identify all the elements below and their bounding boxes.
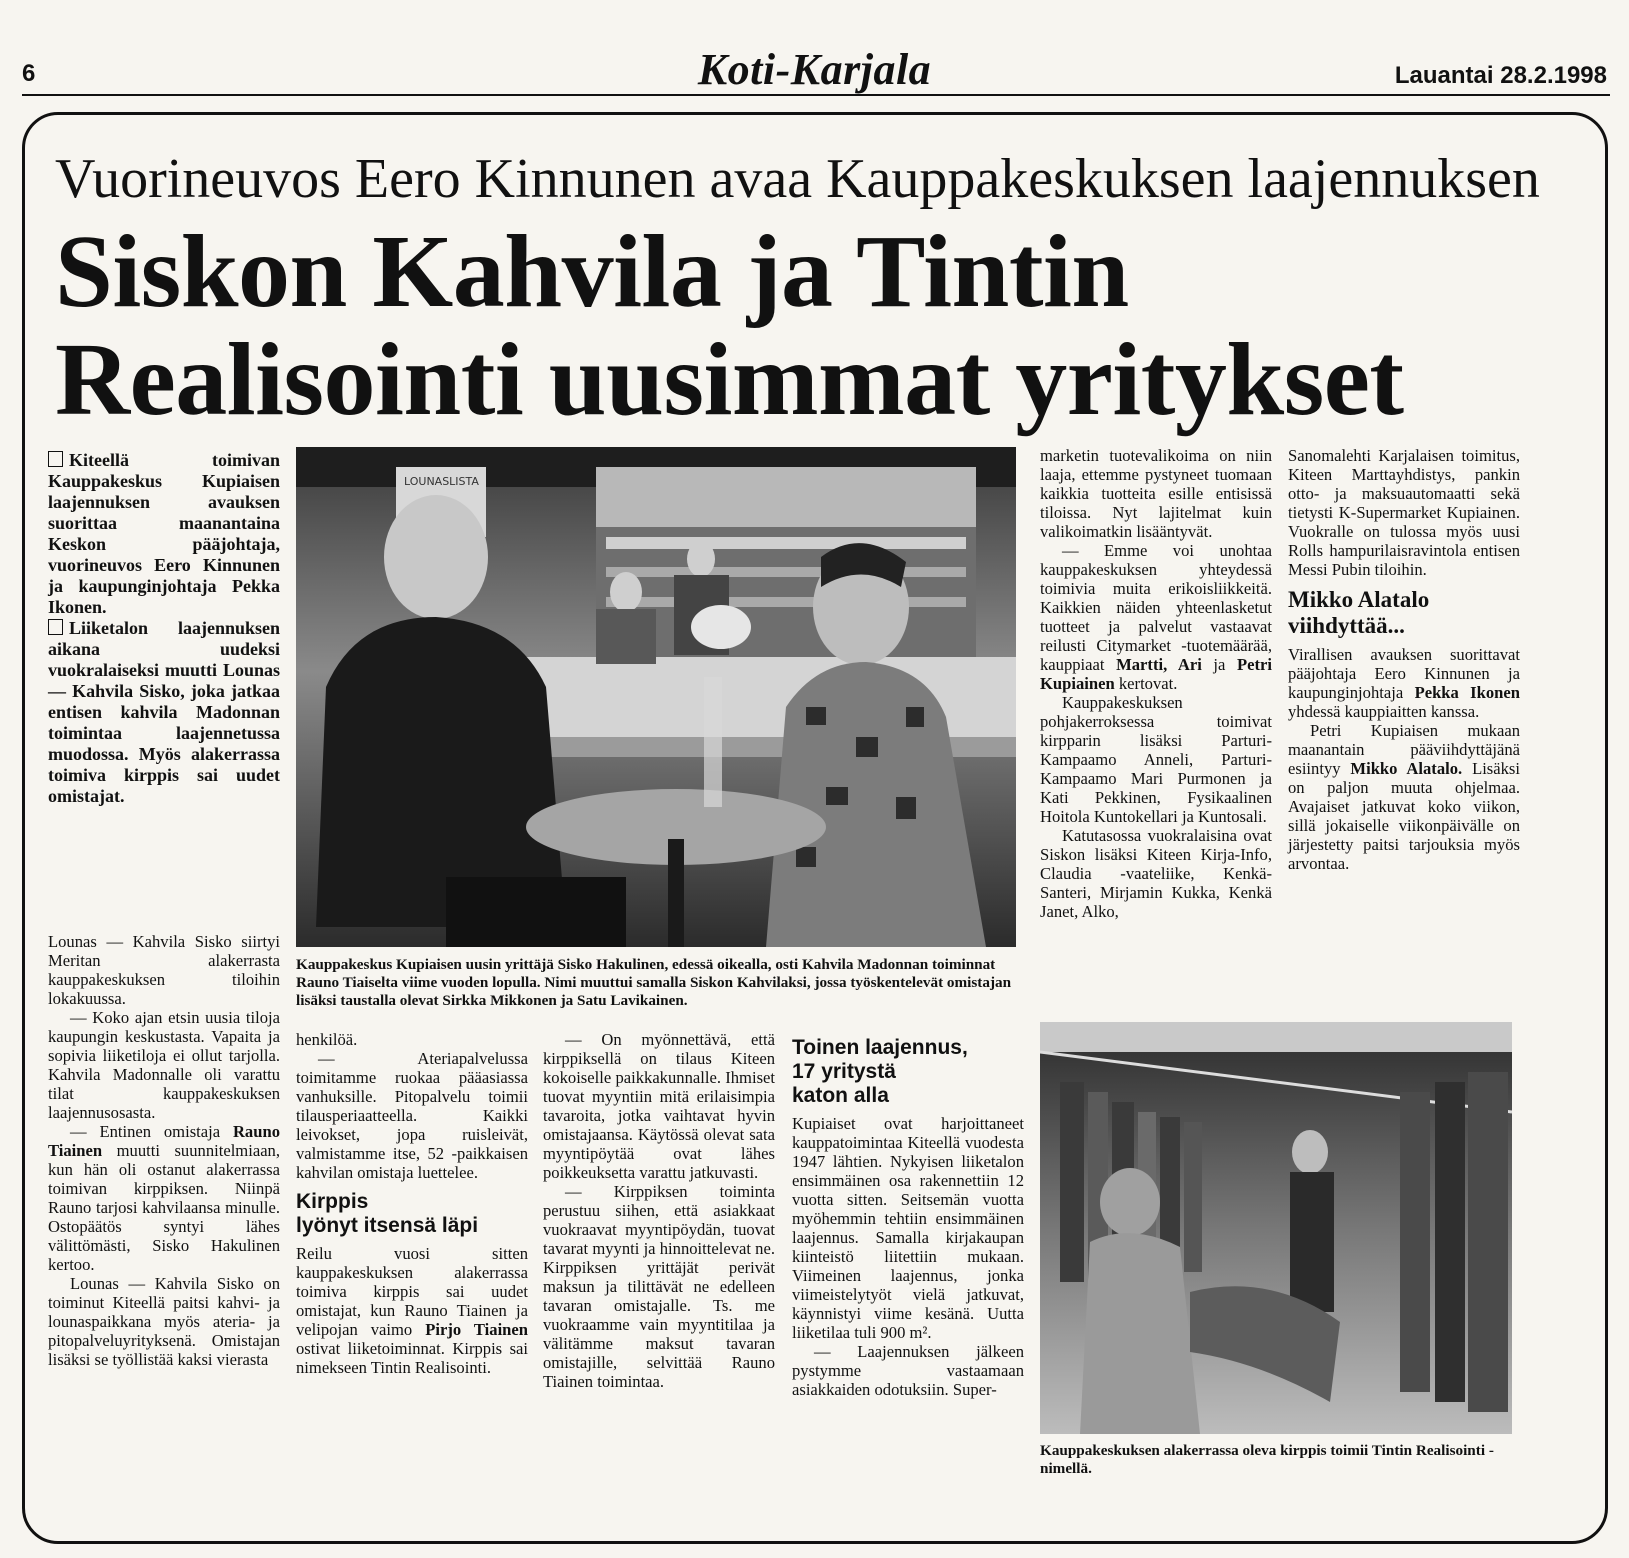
cafe-photo-image (296, 447, 1016, 947)
flea-market-photo-image (1040, 1022, 1512, 1434)
paragraph: — Ateriapalvelussa toimitamme ruokaa pääasiassa vanhuksille. Pitopalvelu toimii tilausperiaatteella. Kaikki leivokset, jopa ruisleivät, valmistamme itse, 52 -paikkaisen kahvilan omistaja luettelee. (296, 1049, 528, 1182)
headline-line-1: Siskon Kahvila ja Tintin (55, 214, 1129, 329)
page-number: 6 (22, 60, 36, 87)
paragraph: Kauppakeskuksen pohjakerroksessa toimivat kirpparin lisäksi Parturi-Kampaamo Anneli, Parturi-Kampaamo Mari Purmonen ja Kati Pekkinen, Fysikaalinen Hoitola Kuntokellari ja Kuntosali. (1040, 693, 1272, 826)
flea-market-photo (1040, 1022, 1512, 1434)
header-rule (22, 94, 1610, 96)
person-name: Pekka Ikonen (1414, 683, 1520, 702)
person-name: Petri Kupiainen (1040, 655, 1272, 693)
menu-sign-text: LOUNASLISTA (404, 475, 479, 488)
person-name: Pirjo Tiainen (425, 1320, 528, 1339)
paragraph: — Kirppiksen toiminta perustuu siihen, että asiakkaat vuokraavat myyntipöydän, tuovat tavarat myynti ja hinnoittelevat ne. Kirppiksen yrittäjät perivät maksun ja tilittävät ne edelleen tavaran omistajalle. Ts. me vuokraamme vain myyntitilaa ja välitämme maksut tavaran omistajille, selvittää Rauno Tiainen toimintaa. (543, 1182, 775, 1391)
masthead: Koti-Karjala (697, 45, 932, 94)
photo-caption-1: Kauppakeskus Kupiaisen uusin yrittäjä Sisko Hakulinen, edessä oikealla, osti Kahvila Madonnan toiminnat Rauno Tiaiselta viime vuoden lopulla. Nimi muuttui samalla Siskon Kahvilaksi, jossa työskentelevät omistajan lisäksi taustalla olevat Sirkka Mikkonen ja Satu Lavikainen. (296, 956, 1012, 1009)
subheading-mikko: Mikko Alatalo viihdyttää... (1288, 587, 1430, 638)
paragraph: — Laajennuksen jälkeen pystymme vastaamaan asiakkaiden odotuksiin. Super- (792, 1342, 1024, 1399)
paragraph: marketin tuotevalikoima on niin laaja, ettemme pystyneet tuomaan kaikkia tuotteita esille entisissä tiloissa. Nyt lajitelmat kuin valikoimatkin lisääntyvät. (1040, 446, 1272, 541)
paragraph: Sanomalehti Karjalaisen toimitus, Kiteen Marttayhdistys, pankin otto- ja maksuautomaatti sekä tietysti K-Supermarket Kupiainen. Vuokralle on tulossa myös uusi Rolls hampurilaisravintola entisen Messi Pubin tiloihin. (1288, 446, 1520, 579)
paragraph: Katutasossa vuokralaisina ovat Siskon lisäksi Kiteen Kirja-Info, Claudia -vaateliike, Kenkä-Santeri, Mirjamin Kukka, Kenkä Janet, Alko, (1040, 826, 1272, 921)
issue-date: Lauantai 28.2.1998 (1394, 62, 1607, 89)
paragraph: Petri Kupiaisen mukaan maanantain pääviihdyttäjänä esiintyy Mikko Alatalo. Lisäksi on paljon muuta ohjelmaa. Avajaiset jatkuvat koko viikon, sillä jokaiselle viikonpäivälle on järjestetty paitsi tarjouksia myös arvontaa. (1288, 721, 1520, 873)
body-column-4-top (1040, 446, 1272, 921)
square-bullet-icon (48, 451, 63, 467)
paragraph: — Emme voi unohtaa kauppakeskuksen yhteydessä toimivia muita erikoisliikkeitä. Kaikkien näiden yhteenlasketut tuotteet ja palvelut vastaavat reilusti Citymarket -tuotemäärää, kauppiaat Martti, Ari ja Petri Kupiainen kertovat. (1040, 541, 1272, 693)
paragraph: Reilu vuosi sitten kauppakeskuksen alakerrassa toimiva kirppis sai uudet omistajat, kun Rauno Tiainen ja velipojan vaimo Pirjo Tiainen ostivat liiketoiminnat. Kirppis sai nimekseen Tintin Realisointi. (296, 1244, 528, 1377)
person-name: Mikko Alatalo. (1350, 759, 1463, 778)
subheading-kirppis: Kirppis lyönyt itsensä läpi (296, 1190, 479, 1237)
paragraph: Virallisen avauksen suorittavat pääjohtaja Eero Kinnunen ja kaupunginjohtaja Pekka Ikonen yhdessä kauppiaitten kanssa. (1288, 645, 1520, 721)
lead-paragraph-2: Liiketalon laajennuksen aikana uudeksi vuokralaiseksi muutti Lounas — Kahvila Sisko, joka jatkaa entisen kahvila Madonnan toimintaa laajennetussa muodossa. Myös alakerrassa toimiva kirppis sai uudet omistajat. (48, 618, 280, 806)
subheading-toinen: Toinen laajennus, 17 yritystä katon alla (792, 1036, 968, 1107)
cafe-photo (296, 447, 1016, 947)
body-column-2 (296, 1030, 528, 1377)
headline-line-2: Realisointi uusimmat yritykset (55, 322, 1404, 437)
body-column-4-bottom (792, 1028, 1024, 1399)
body-column-5 (1288, 446, 1520, 873)
headline (55, 214, 1595, 437)
paragraph: — On myönnettävä, että kirppiksellä on tilaus Kiteen kokoiselle paikkakunnalle. Ihmiset tuovat myyntiin mitä erilaisimpia tavaroita, jotka vaihtavat hyvin omistajaansa. Käytössä olevat sata myyntipöytää ovat lähes poikkeuksetta varattu jatkuvasti. (543, 1030, 775, 1182)
body-column-3 (543, 1030, 775, 1391)
lead-column (48, 450, 280, 807)
lead-paragraph-1: Kiteellä toimivan Kauppakeskus Kupiaisen laajennuksen avauksen suorittaa maanantaina Keskon pääjohtaja, vuorineuvos Eero Kinnunen ja kaupunginjohtaja Pekka Ikonen. (48, 450, 280, 617)
paragraph: — Entinen omistaja Rauno Tiainen muutti suunnitelmiaan, kun hän oli ostanut alakerrassa toimivan kirppiksen. Niinpä Rauno tarjosi kahvilaansa minulle. Ostopäätös syntyi lähes välittömästi, Sisko Hakulinen kertoo. (48, 1122, 280, 1274)
paragraph: Kupiaiset ovat harjoittaneet kauppatoimintaa Kiteellä vuodesta 1947 lähtien. Nykyisen liiketalon ensimmäinen osa rakennettiin 12 vuotta sitten. Seitsemän vuotta myöhemmin tehtiin ensimmäinen laajennus. Samalla kirjakaupan kiinteistö liitettiin mukaan. Viimeinen laajennus, jonka viimeistelytyöt vielä jatkuvat, käynnistyi viime kesänä. Uutta liiketilaa tuli 900 m². (792, 1114, 1024, 1342)
paragraph: Lounas — Kahvila Sisko siirtyi Meritan alakerrasta kauppakeskuksen tiloihin lokakuussa. (48, 932, 280, 1008)
kicker: Vuorineuvos Eero Kinnunen avaa Kauppakeskuksen laajennuksen (55, 148, 1540, 210)
photo-caption-2: Kauppakeskuksen alakerrassa oleva kirppis toimii Tintin Realisointi -nimellä. (1040, 1442, 1494, 1477)
paragraph: — Koko ajan etsin uusia tiloja kaupungin keskustasta. Vapaita ja sopivia liiketiloja ei ollut tarjolla. Kahvila Madonnalle oli varattu tilat kauppakeskuksen laajennusosasta. (48, 1008, 280, 1122)
paragraph: Lounas — Kahvila Sisko on toiminut Kiteellä paitsi kahvi- ja lounaspaikkana myös ateria- ja pitopalveluyrityksenä. Omistajan lisäksi se työllistää kaksi vierasta (48, 1274, 280, 1369)
square-bullet-icon (48, 619, 63, 635)
paragraph: henkilöä. (296, 1030, 358, 1049)
body-column-1 (48, 932, 280, 1369)
person-name: Rauno Tiainen (48, 1122, 280, 1160)
person-name: Martti, Ari (1116, 655, 1202, 674)
page-header (0, 0, 1629, 105)
